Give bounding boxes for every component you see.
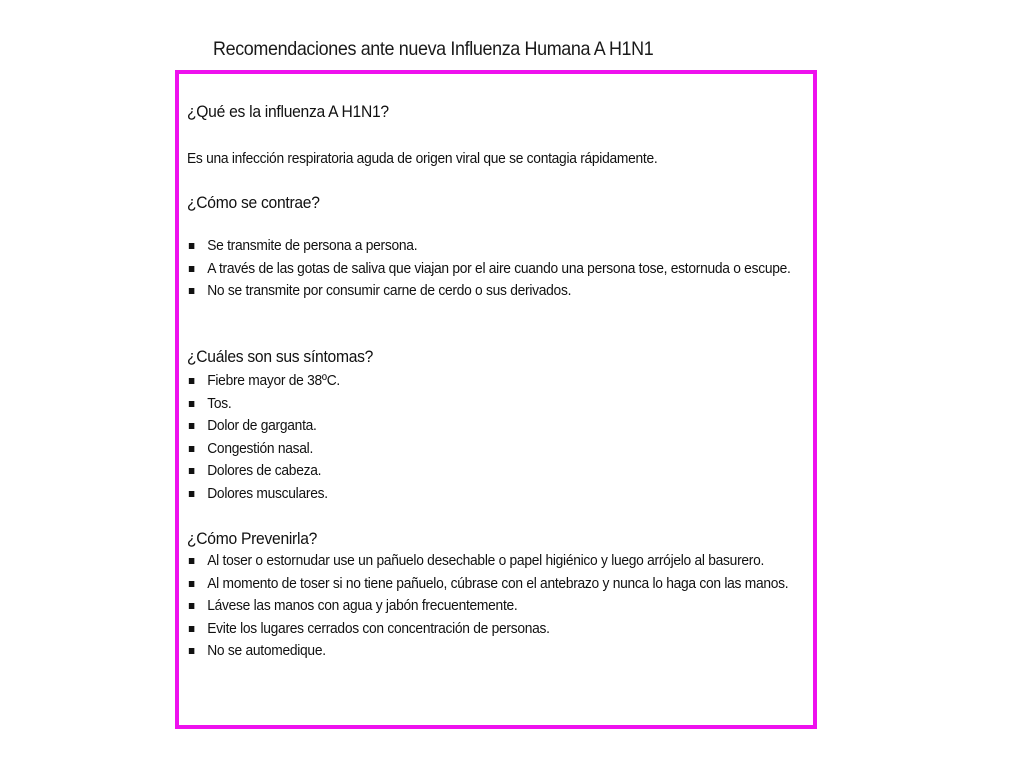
bullet-icon (189, 558, 195, 564)
list-item: Dolores de cabeza. (187, 460, 794, 483)
question-how-contracted: ¿Cómo se contrae? (187, 193, 320, 212)
list-item: Se transmite de persona a persona. (187, 235, 794, 258)
answer-what-is: Es una infección respiratoria aguda de origen viral que se contagia rápidamente. (187, 150, 658, 167)
list-item: Lávese las manos con agua y jabón frecuentemente. (187, 595, 794, 618)
bullet-icon (189, 423, 195, 429)
list-item: A través de las gotas de saliva que viajan por el aire cuando una persona tose, estornuda o escupe. (187, 258, 794, 281)
list-item: Evite los lugares cerrados con concentración de personas. (187, 618, 794, 641)
list-item: Fiebre mayor de 38ºC. (187, 370, 794, 393)
list-item: No se transmite por consumir carne de cerdo o sus derivados. (187, 280, 794, 303)
bullet-icon (189, 378, 195, 384)
list-item: Dolores musculares. (187, 483, 794, 506)
bullet-icon (189, 243, 195, 249)
bullet-icon (189, 446, 195, 452)
bullet-icon (189, 288, 195, 294)
bullet-icon (189, 626, 195, 632)
bullet-icon (189, 491, 195, 497)
list-item: Al momento de toser si no tiene pañuelo, cúbrase con el antebrazo y nunca lo haga con las manos. (187, 573, 794, 596)
list-item: Congestión nasal. (187, 438, 794, 461)
bullet-icon (189, 401, 195, 407)
bullet-icon (189, 581, 195, 587)
question-symptoms: ¿Cuáles son sus síntomas? (187, 347, 374, 366)
list-prevention (187, 550, 794, 663)
bullet-icon (189, 648, 195, 654)
list-item: No se automedique. (187, 640, 794, 663)
content-frame (175, 70, 817, 729)
document-title: Recomendaciones ante nueva Influenza Humana A H1N1 (213, 38, 654, 60)
bullet-icon (189, 468, 195, 474)
list-symptoms (187, 370, 794, 505)
bullet-icon (189, 603, 195, 609)
list-contagion (187, 235, 794, 303)
list-item: Dolor de garganta. (187, 415, 794, 438)
bullet-icon (189, 266, 195, 272)
list-item: Tos. (187, 393, 794, 416)
question-prevention: ¿Cómo Prevenirla? (187, 529, 318, 548)
list-item: Al toser o estornudar use un pañuelo desechable o papel higiénico y luego arrójelo al basurero. (187, 550, 794, 573)
question-what-is: ¿Qué es la influenza A H1N1? (187, 102, 389, 121)
